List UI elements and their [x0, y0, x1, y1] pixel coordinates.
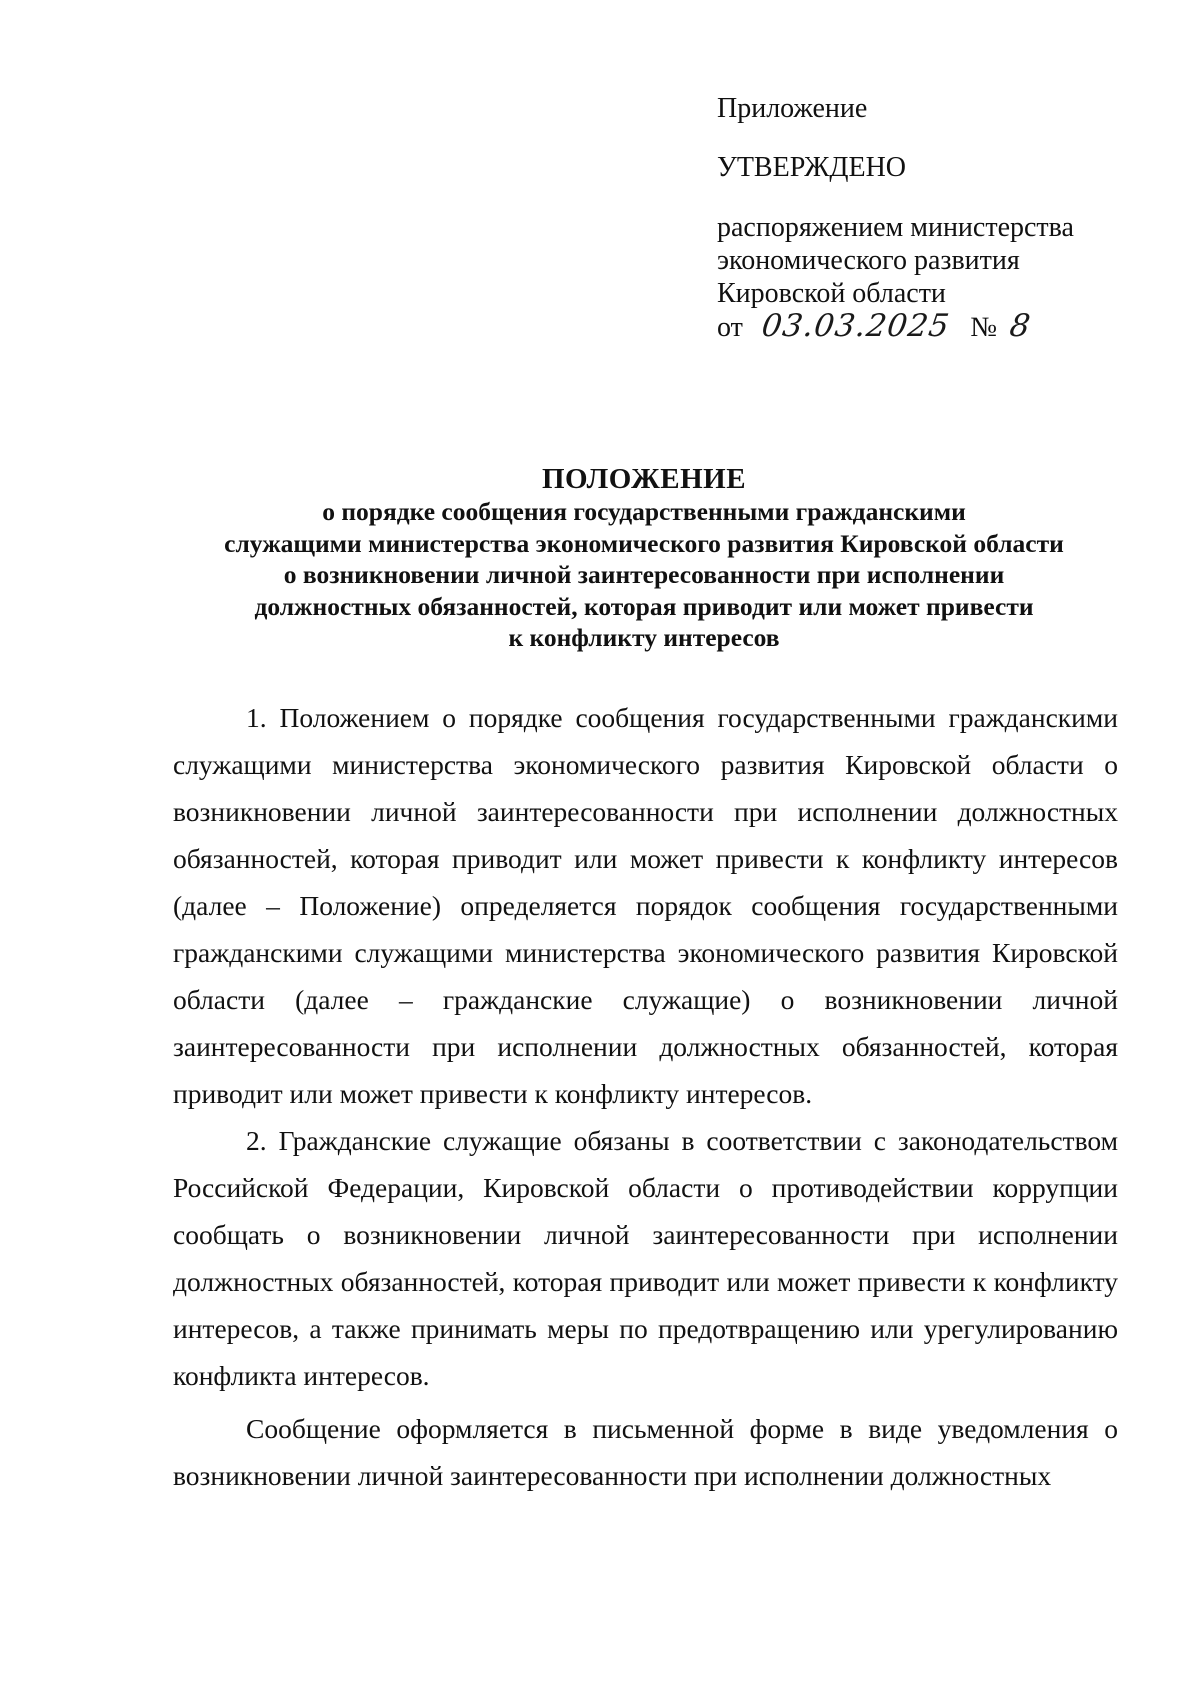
- document-title: [160, 462, 1128, 654]
- title-line-5: к конфликту интересов: [508, 623, 780, 653]
- title-line-3: о возникновении личной заинтересованности при исполнении: [283, 560, 1005, 590]
- number-prefix: №: [970, 312, 998, 343]
- title-heading: ПОЛОЖЕНИЕ: [541, 463, 747, 495]
- title-line-1: о порядке сообщения государственными гражданскими: [322, 497, 966, 526]
- paragraph-2: 2. Гражданские служащие обязаны в соответствии с законодательством Российской Федерации, Кировской области о противодействии коррупции сообщать о возникновении личной заинтересованности при исполнении должностных обязанностей, которая приводит или может привести к конфликту интересов, а также принимать меры по предотвращению или урегулированию конфликта интересов.: [173, 1125, 1118, 1391]
- paragraph-3: Сообщение оформляется в письменной форме в виде уведомления о возникновении личной заинтересованности при исполнении должностных: [173, 1413, 1118, 1491]
- handwritten-number: 8: [1007, 308, 1034, 344]
- approved-by-line-1: распоряжением министерства: [717, 212, 1074, 243]
- paragraph-1: 1. Положением о порядке сообщения государственными гражданскими служащими министерства экономического развития Кировской области о возникновении личной заинтересованности при исполнении должностных обязанностей, которая приводит или может привести к конфликту интересов (далее – Положение) определяется порядок сообщения государственными гражданскими служащими министерства экономического развития Кировской области (далее – гражданские служащие) о возникновении личной заинтересованности при исполнении должностных обязанностей, которая приводит или может привести к конфликту интересов.: [173, 702, 1118, 1109]
- approval-block: [717, 92, 1137, 344]
- date-prefix: от: [717, 312, 743, 343]
- annex-label: Приложение: [717, 93, 868, 124]
- document-body: [173, 694, 1118, 1499]
- title-line-4: должностных обязанностей, которая приводит или может привести: [254, 591, 1034, 621]
- title-line-2: служащими министерства экономического развития Кировской области: [224, 528, 1064, 558]
- handwritten-date: 03.03.2025: [759, 308, 952, 344]
- approval-date-line: [717, 310, 1137, 344]
- approved-by-line-3: Кировской области: [717, 278, 946, 309]
- approved-by-line-2: экономического развития: [717, 245, 1020, 276]
- approved-label: УТВЕРЖДЕНО: [717, 152, 907, 183]
